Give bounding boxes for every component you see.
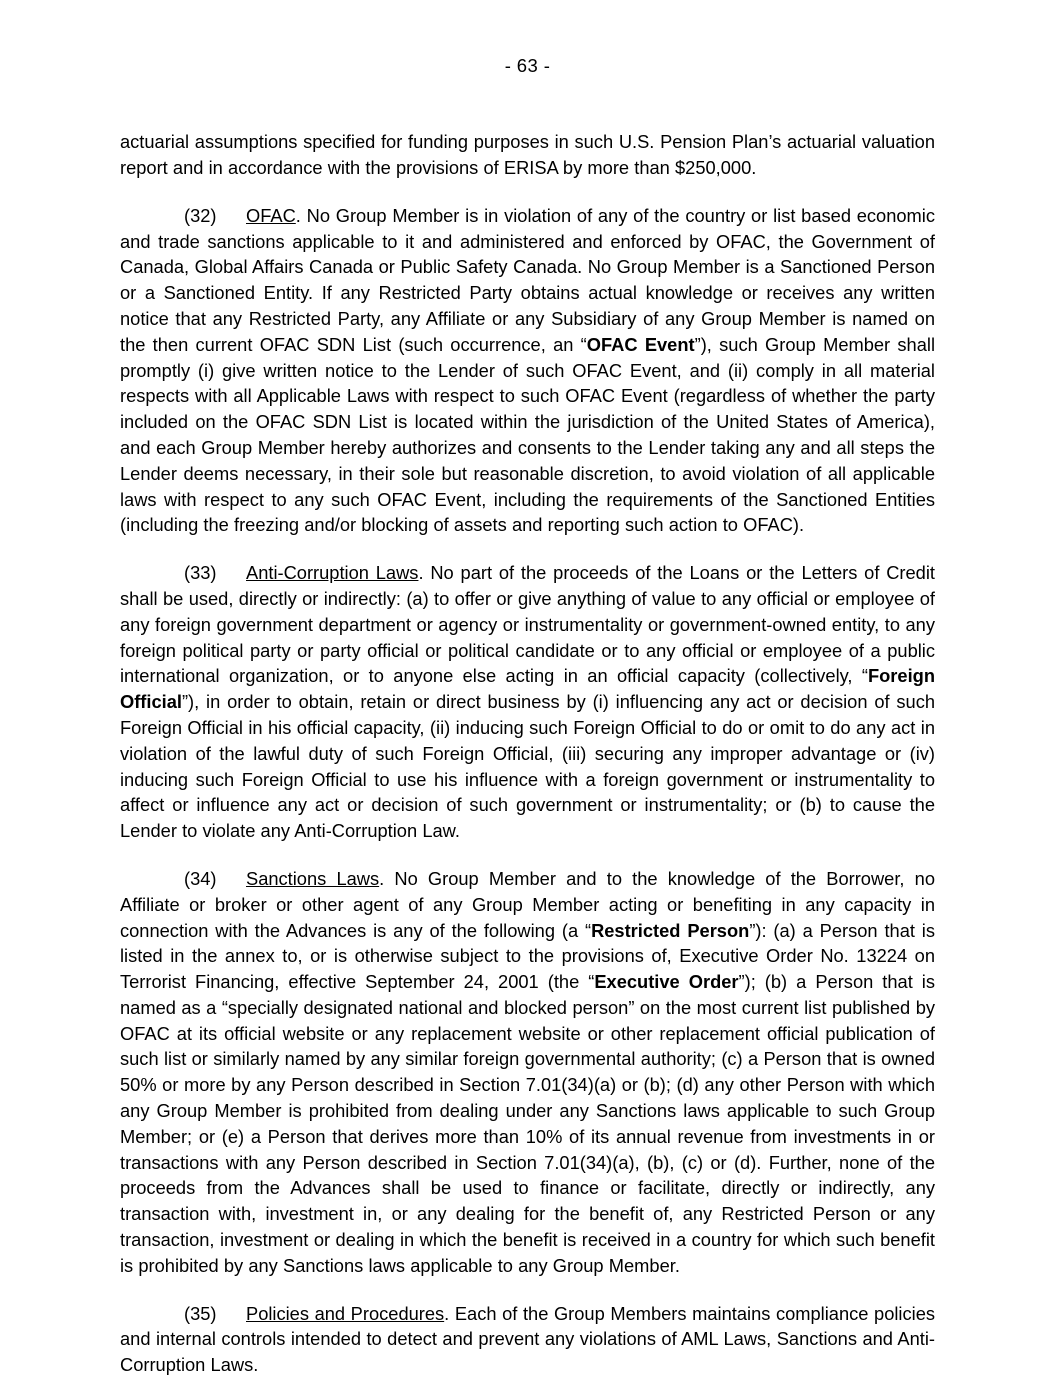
paragraph-text: actuarial assumptions specified for funding purposes in such U.S. Pension Plan’s actuarial valuation report and in accordance with the provisions of ERISA by more than $250,000. <box>120 131 935 178</box>
clause-body-32b: ”), such Group Member shall promptly (i) give written notice to the Lender of such OFAC Event, and (ii) comply in all material respects with all Applicable Laws with respect to such OFAC Event (regardless of whether the party included on the OFAC SDN List is located within the jurisdiction of the United States of America), and each Group Member hereby authorizes and consents to the Lender taking any and all steps the Lender deems necessary, in their sole but reasonable discretion, to avoid violation of all applicable laws with respect to any such OFAC Event, including the requirements of the Sanctioned Entities (including the freezing and/or blocking of assets and reporting such action to OFAC). <box>120 333 936 536</box>
paragraph-clause-35 <box>120 1301 935 1378</box>
clause-heading-34: Sanctions Laws <box>246 867 380 889</box>
defined-term-executive-order: Executive Order <box>594 971 739 993</box>
clause-body-34c: ”); (b) a Person that is named as a “specially designated national and blocked person” on the most current list published by OFAC at its official website or any replacement website or other replacement official publication of such list or similarly named by any similar foreign governmental authority; (c) a Person that is owned 50% or more by any Person described in Section 7.01(34)(a) or (b); (d) any other Person with which any Group Member is prohibited from dealing under any Sanctions laws applicable to such Group Member; or (e) a Person that derives more than 10% of its annual revenue from investments in or transactions with any Person described in Section 7.01(34)(a), (b), (c) or (d). Further, none of the proceeds from the Advances shall be used to finance or facilitate, directly or indirectly, any transaction with, investment in, or any dealing for the benefit of, any Restricted Person or any transaction, investment or dealing in which the benefit is received in a country for which such benefit is prohibited by any Sanctions laws applicable to any Group Member. <box>120 971 936 1276</box>
clause-body-33a: . No part of the proceeds of the Loans or the Letters of Credit shall be used, directly or indirectly: (a) to offer or give anything of value to any official or employee of any foreign government department or agency or instrumentality or government-owned entity, to any foreign political party or party official or political candidate or to any official or employee of a public international organization, or to anyone else acting in an official capacity (collectively, “ <box>120 562 935 687</box>
clause-body-33b: ”), in order to obtain, retain or direct business by (i) influencing any act or decision of such Foreign Official in his official capacity, (ii) inducing such Foreign Official to do or omit to do any act in violation of the lawful duty of such Foreign Official, (iii) securing any improper advantage or (iv) inducing such Foreign Official to use his influence with a foreign government or instrumentality to affect or influence any act or decision of such government or instrumentality; or (b) to cause the Lender to violate any Anti-Corruption Law. <box>120 691 935 842</box>
defined-term-foreign-official: Foreign Official <box>120 665 935 713</box>
paragraph-clause-34 <box>120 866 935 1279</box>
clause-number-33: (33) <box>184 562 217 584</box>
paragraph-clause-32 <box>120 203 935 538</box>
clause-heading-33: Anti-Corruption Laws <box>246 562 419 584</box>
clause-number-34: (34) <box>184 867 217 889</box>
defined-term-ofac-event: OFAC Event <box>586 333 695 355</box>
clause-number-35: (35) <box>184 1302 217 1324</box>
clause-body-32a: . No Group Member is in violation of any of the country or list based economic and trade sanctions applicable to it and administered and enforced by OFAC, the Government of Canada, Global Affairs Canada or Public Safety Canada. No Group Member is a Sanctioned Person or a Sanctioned Entity. If any Restricted Party obtains actual knowledge or receives any written notice that any Restricted Party, any Affiliate or any Subsidiary of any Group Member is named on the then current OFAC SDN List (such occurrence, an “ <box>120 204 935 355</box>
paragraph-clause-33 <box>120 560 935 844</box>
defined-term-restricted-person: Restricted Person <box>591 919 750 941</box>
clause-heading-35: Policies and Procedures <box>246 1302 445 1324</box>
paragraph-continuation <box>120 129 935 181</box>
clause-body-34a: . No Group Member and to the knowledge of the Borrower, no Affiliate or broker or other agent of any Group Member acting or benefiting in any capacity in connection with the Advances is any of the following (a “ <box>120 867 935 941</box>
clause-body-35: . Each of the Group Members maintains compliance policies and internal controls intended to detect and prevent any violations of AML Laws, Sanctions and Anti-Corruption Laws. <box>120 1302 935 1376</box>
clause-body-34b: ”): (a) a Person that is listed in the annex to, or is otherwise subject to the provisions of, Executive Order No. 13224 on Terrorist Financing, effective September 24, 2001 (the “ <box>120 919 936 993</box>
clause-number-32: (32) <box>184 204 217 226</box>
clause-heading-32: OFAC <box>246 204 296 226</box>
page-number: - 63 - <box>504 55 551 76</box>
